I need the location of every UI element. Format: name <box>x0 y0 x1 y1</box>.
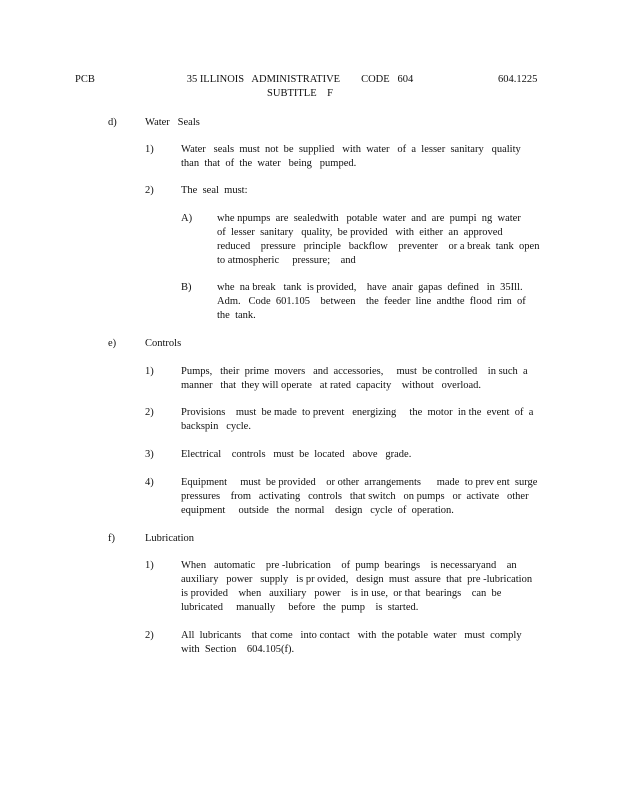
text-line: the tank. <box>217 310 256 321</box>
text-line: When automatic pre -lubrication of pump bearings is necessaryand an <box>181 560 517 571</box>
subitem-text-d2a <box>217 212 542 268</box>
item-text-e3 <box>181 448 541 462</box>
subitem-marker-d2a: A) <box>181 213 193 224</box>
text-line: The seal must: <box>181 185 248 196</box>
text-line: lubricated manually before the pump is started. <box>181 602 419 613</box>
text-line: Provisions must be made to prevent energizing the motor in the event of a <box>181 407 534 418</box>
item-marker-f1: 1) <box>145 560 154 571</box>
item-text-e4 <box>181 476 541 518</box>
section-marker-f: f) <box>108 533 115 544</box>
text-line: backspin cycle. <box>181 421 251 432</box>
item-marker-e3: 3) <box>145 449 154 460</box>
header-title-line-2: SUBTITLE F <box>267 88 333 99</box>
item-text-f2 <box>181 629 541 657</box>
item-text-d2 <box>181 184 541 198</box>
text-line: with Section 604.105(f). <box>181 644 295 655</box>
section-title-water-seals: Water Seals <box>145 117 200 128</box>
item-text-e2 <box>181 406 541 434</box>
item-marker-e4: 4) <box>145 477 154 488</box>
text-line: reduced pressure principle backflow preventer or a break tank open <box>217 241 540 252</box>
text-line: Pumps, their prime movers and accessories, must be controlled in such a <box>181 366 528 377</box>
text-line: Adm. Code 601.105 between the feeder line andthe flood rim of <box>217 296 526 307</box>
item-text-d1 <box>181 143 541 171</box>
header-board-code: PCB <box>75 74 95 85</box>
text-line: All lubricants that come into contact with the potable water must comply <box>181 630 522 641</box>
subitem-text-d2b <box>217 281 542 323</box>
item-marker-d2: 2) <box>145 185 154 196</box>
text-line: Equipment must be provided or other arrangements made to prev ent surge <box>181 477 538 488</box>
text-line: pressures from activating controls that switch on pumps or activate other <box>181 491 529 502</box>
text-line: Water seals must not be supplied with water of a lesser sanitary quality <box>181 144 521 155</box>
text-line: whe npumps are sealedwith potable water and are pumpi ng water <box>217 213 521 224</box>
header-section-number: 604.1225 <box>498 74 538 85</box>
text-line: whe na break tank is provided, have anair gapas defined in 35Ill. <box>217 282 523 293</box>
section-title-controls: Controls <box>145 338 182 349</box>
item-text-f1 <box>181 559 541 615</box>
item-marker-f2: 2) <box>145 630 154 641</box>
text-line: auxiliary power supply is pr ovided, design must assure that pre -lubrication <box>181 574 533 585</box>
item-marker-d1: 1) <box>145 144 154 155</box>
text-line: manner that they will operate at rated capacity without overload. <box>181 380 482 391</box>
text-line: is provided when auxiliary power is in use, or that bearings can be <box>181 588 502 599</box>
section-marker-e: e) <box>108 338 117 349</box>
text-line: Electrical controls must be located above grade. <box>181 449 412 460</box>
item-marker-e2: 2) <box>145 407 154 418</box>
text-line: equipment outside the normal design cycle of operation. <box>181 505 454 516</box>
item-text-e1 <box>181 365 541 393</box>
subitem-marker-d2b: B) <box>181 282 192 293</box>
text-line: of lesser sanitary quality, be provided with either an approved <box>217 227 503 238</box>
header-title-line-1: 35 ILLINOIS ADMINISTRATIVE CODE 604 <box>186 74 414 85</box>
text-line: to atmospheric pressure; and <box>217 255 356 266</box>
header-title <box>150 73 450 101</box>
section-marker-d: d) <box>108 117 117 128</box>
text-line: than that of the water being pumped. <box>181 158 357 169</box>
item-marker-e1: 1) <box>145 366 154 377</box>
section-title-lubrication: Lubrication <box>145 533 194 544</box>
